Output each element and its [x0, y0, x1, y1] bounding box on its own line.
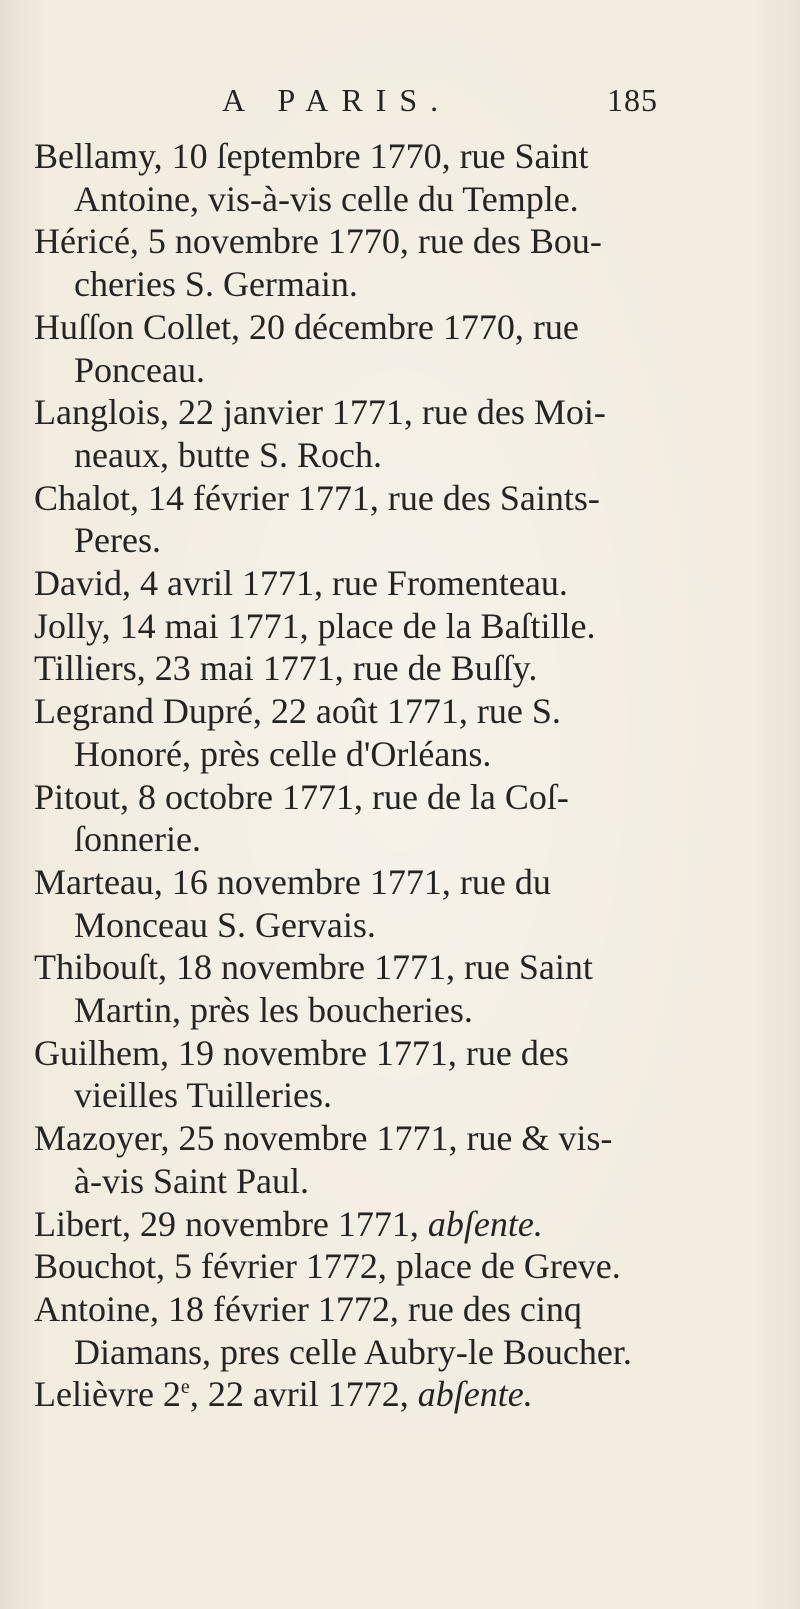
entry-line: à-vis Saint Paul. [74, 1160, 309, 1201]
list-item [34, 1245, 699, 1288]
entry-line: Langlois, 22 janvier 1771, rue des Moi- [34, 392, 606, 433]
entry-line: Monceau S. Gervais. [74, 904, 376, 945]
list-item [34, 1032, 699, 1117]
entry-line: Thibouſt, 18 novembre 1771, rue Saint [34, 947, 593, 988]
entry-line: Legrand Dupré, 22 août 1771, rue S. [34, 691, 561, 732]
list-item [34, 647, 699, 690]
entry-line: cheries S. Germain. [74, 264, 358, 305]
list-item [34, 477, 699, 562]
list-item [34, 562, 699, 605]
italic-note: abſente. [427, 1203, 543, 1244]
list-item [34, 1203, 699, 1246]
entry-line: Pitout, 8 octobre 1771, rue de la Coſ- [34, 776, 569, 817]
list-item [34, 1288, 699, 1373]
list-item [34, 220, 699, 305]
list-item [34, 861, 699, 946]
entry-line: vieilles Tuilleries. [74, 1075, 333, 1116]
entry-line: Mazoyer, 25 novembre 1771, rue & vis- [34, 1118, 613, 1159]
entry-line: ſonnerie. [74, 819, 201, 860]
list-item [34, 605, 699, 648]
list-item [34, 776, 699, 861]
entry-line: Ponceau. [74, 349, 205, 390]
page-header [0, 82, 800, 128]
entry-list [34, 135, 699, 1416]
entry-line: Antoine, vis-à-vis celle du Temple. [74, 178, 579, 219]
list-item [34, 1117, 699, 1202]
italic-note: abſente. [417, 1374, 533, 1415]
entry-line: Bellamy, 10 ſeptembre 1770, rue Saint [34, 136, 589, 176]
entry-line [34, 1373, 699, 1416]
entry-line: Diamans, pres celle Aubry-le Boucher. [74, 1331, 632, 1372]
list-item [34, 1373, 699, 1416]
entry-line: Chalot, 14 février 1771, rue des Saints- [34, 477, 600, 518]
entry-line: Guilhem, 19 novembre 1771, rue des [34, 1032, 569, 1073]
entry-line [34, 1203, 699, 1246]
entry-line: Jolly, 14 mai 1771, place de la Baſtille. [34, 605, 596, 646]
entry-text: , 22 avril 1772, [189, 1374, 418, 1415]
entry-line: Tilliers, 23 mai 1771, rue de Buſſy. [34, 648, 538, 689]
running-title: A PARIS. [222, 82, 452, 118]
entry-line: neaux, butte S. Roch. [74, 434, 382, 475]
list-item [34, 391, 699, 476]
page-number: 185 [607, 82, 658, 118]
list-item [34, 306, 699, 391]
entry-line: Marteau, 16 novembre 1771, rue du [34, 861, 551, 902]
entry-line: Honoré, près celle d'Orléans. [74, 733, 492, 774]
list-item [34, 946, 699, 1031]
entry-line: Peres. [74, 520, 161, 561]
entry-line: Huſſon Collet, 20 décembre 1770, rue [34, 306, 579, 347]
entry-line: David, 4 avril 1771, rue Fromenteau. [34, 563, 568, 604]
entry-line: Antoine, 18 février 1772, rue des cinq [34, 1288, 582, 1329]
list-item [34, 135, 699, 220]
entry-text: Lelièvre 2 [34, 1374, 181, 1415]
list-item [34, 690, 699, 775]
entry-line: Bouchot, 5 février 1772, place de Greve. [34, 1246, 621, 1287]
entry-text: Libert, 29 novembre 1771, [34, 1203, 428, 1244]
superscript: e [180, 1376, 190, 1399]
entry-line: Martin, près les boucheries. [74, 990, 473, 1031]
entry-line: Héricé, 5 novembre 1770, rue des Bou- [34, 221, 602, 262]
